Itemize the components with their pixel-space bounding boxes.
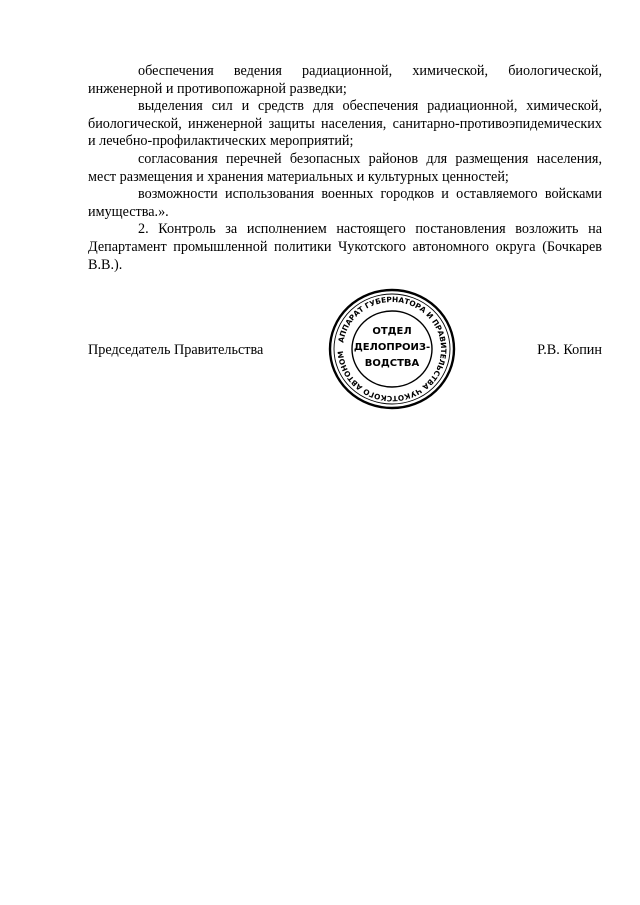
signatory-title: Председатель Правительства (88, 342, 264, 358)
stamp-seal-graphic (328, 288, 456, 410)
paragraph-radiation-reconnaissance: обеспечения ведения радиационной, химической, биологической, инженерной и противопожарной разведки; (88, 63, 602, 97)
paragraph-forces-allocation: выделения сил и средств для обеспечения радиационной, химической, биологической, инженерной защиты населения, санитарно-противоэпидемических и лечебно-профилактических мероприятий; (88, 98, 602, 150)
stamp-line-2: ДЕЛОПРОИЗ- (353, 342, 431, 353)
paragraph-safe-areas: согласования перечней безопасных районов для размещения населения, мест размещения и хранения материальных и культурных ценностей; (88, 150, 602, 185)
paragraph-control-clause: 2. Контроль за исполнением настоящего постановления возложить на Департамент промышленной политики Чукотского автономного округа (Бочкарев В.В.). (88, 221, 602, 273)
official-stamp (328, 288, 456, 410)
stamp-line-3: ВОДСТВА (364, 358, 420, 369)
stamp-line-1: ОТДЕЛ (372, 326, 412, 337)
stamp-ring-text: АППАРАТ ГУБЕРНАТОРА И ПРАВИТЕЛЬСТВА ЧУКОТСКОГО АВТОНОМ (335, 294, 449, 404)
signatory-name: Р.В. Копин (537, 342, 602, 358)
document-body (88, 63, 602, 274)
paragraph-military-towns: возможности использования военных городков и оставляемого войсками имущества.». (88, 186, 602, 220)
